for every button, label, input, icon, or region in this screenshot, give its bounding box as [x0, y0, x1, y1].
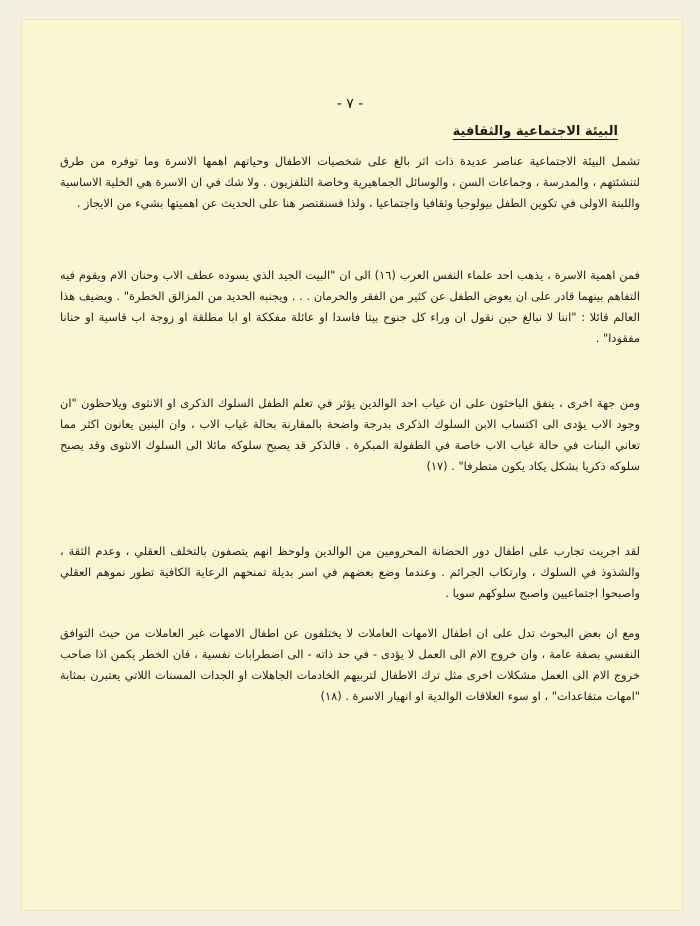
paragraph-working-mothers: ومع ان بعض البحوث تدل على ان اطفال الامهات العاملات لا يختلفون عن اطفال الامهات غير العاملات من حيث التوافق النفسي بصفة عامة ، وان خروج الام الى العمل لا يؤدى - في حد ذاته - الى اضطرابات نفسية ، فان الخطر يكمن اذا صاحب خروج الام الى العمل مشكلات اخرى مثل ترك الاطفال لتربيهم الخادمات الجاهلات او الجدات المسنات اللاتي يعتبرن بمثابة "امهات متقاعدات" ، او سوء العلاقات الوالدية او انهيار الاسرة . (١٨) [60, 626, 640, 703]
paragraph-family-environment: تشمل البيئة الاجتماعية عناصر عديدة ذات اثر بالغ على شخصيات الاطفال وحياتهم اهمها الاسرة وما توفره من طرق لتنشئتهم ، والمدرسة ، وجماعات السن ، والوسائل الجماهيرية وخاصة التلفزيون . ولا شك في ان الاسرة هي الخلية الاساسية واللبنة الاولى في تكوين الطفل بيولوجيا وثقافيا واجتماعيا ، ولذا فسنقتصر هنا على الحديث عن اهميتها بشيء من الايجاز . [60, 154, 640, 210]
paragraph-parent-absence: ومن جهة اخرى ، يتفق الباحثون على ان غياب احد الوالدين يؤثر في تعلم الطفل السلوك الذكرى او الانثوى ويلاحظون "ان وجود الاب يؤدى الى اكتساب الابن السلوك الذكرى بدرجة واضحة بالمقارنة بحالة غياب الاب ، وان البنين يعانون اكثر مما تعاني البنات في حالة غياب الاب خاصة في الطفولة المبكرة . فالذكر قد يصبح سلوكه مائلا الى السلوك الانثوى وقد يصبح سلوكه ذكريا بشكل يكاد يكون متطرفا" . (١٧) [60, 396, 640, 473]
paragraph-family-importance: فمن اهمية الاسرة ، يذهب احد علماء النفس العرب (١٦) الى ان "البيت الجيد الذي يسوده عطف الاب وحنان الام ويقوم فيه التفاهم بينهما قادر على ان يعوض الطفل عن كثير من الفقر والحرمان . . . ويجنبه الحديد من المزالق الخطرة" . ويضيف هذا العالم قائلا : "اننا لا نبالغ حين نقول ان وراء كل جنوح بيتا فاسدا او عائلة مفككة او ابا مطلقة او زوجة اب قاسية او حنانا مفقودا" . [60, 268, 640, 345]
section-title: البيئة الاجتماعية والثقافية [452, 124, 618, 139]
paragraph-nursery-experiments: لقد اجريت تجارب على اطفال دور الحضانة المحرومين من الوالدين ولوحظ انهم يتصفون بالتخلف العقلي ، وعدم الثقة ، والشذوذ في السلوك ، وارتكاب الجرائم . وعندما وضع بعضهم في اسر بديلة تمنحهم الرعاية الكافية تطور نموهم العقلي واصبحوا اجتماعيين واصبح سلوكهم سويا . [60, 544, 640, 600]
page-number: - ٧ - [336, 96, 364, 112]
